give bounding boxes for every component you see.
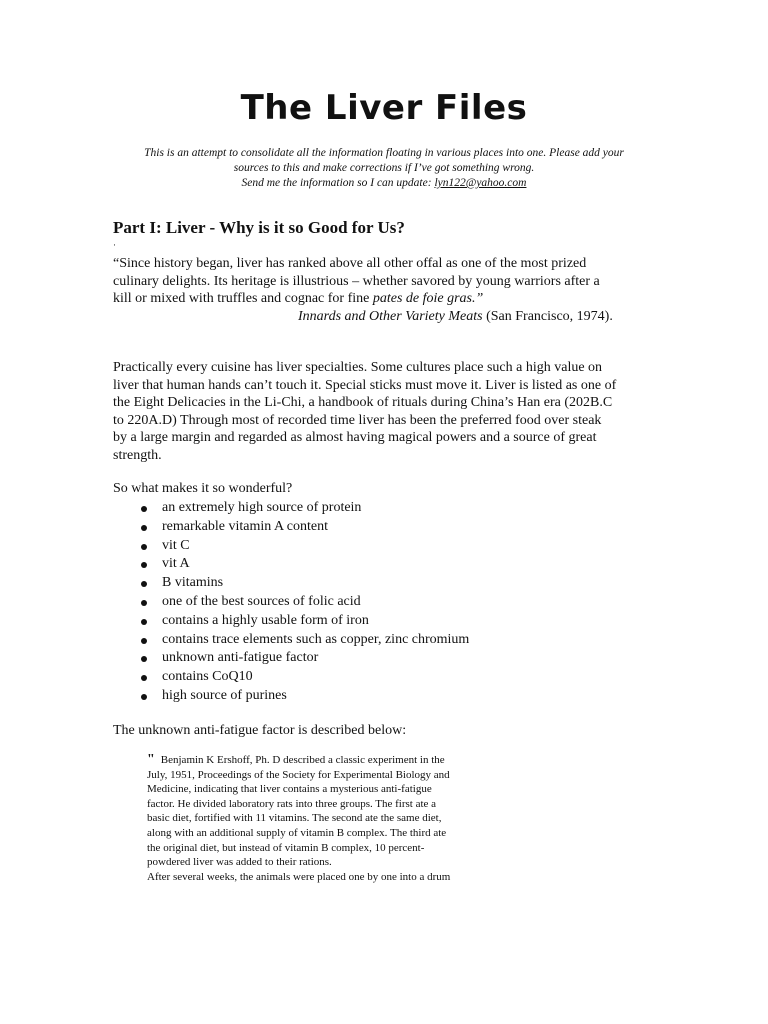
quote-line-3 bbox=[113, 290, 653, 308]
list-item bbox=[113, 593, 469, 612]
paragraph-line: the Eight Delicacies in the Li-Chi, a handbook of rituals during China’s Han era (202B.C bbox=[113, 395, 613, 410]
citation-title: Innards and Other Variety Meats bbox=[298, 309, 483, 324]
excerpt-line: powdered liver was added to their rations. bbox=[147, 856, 332, 869]
quote-line-3-italic: pates de foie gras. bbox=[372, 291, 476, 306]
bullet-icon bbox=[141, 600, 147, 606]
excerpt-line: factor. He divided laboratory rats into three groups. The first ate a bbox=[147, 797, 437, 810]
cuisine-paragraph bbox=[113, 359, 658, 464]
factor-intro: The unknown anti-fatigue factor is described below: bbox=[113, 723, 407, 738]
list-item-text: one of the best sources of folic acid bbox=[162, 593, 361, 609]
excerpt-line bbox=[147, 753, 507, 768]
quote-line-3-suffix: ” bbox=[475, 291, 484, 306]
list-item bbox=[113, 518, 469, 537]
list-item bbox=[113, 649, 469, 668]
excerpt-line: After several weeks, the animals were placed one by one into a drum bbox=[147, 870, 451, 883]
list-item bbox=[113, 687, 469, 706]
section-heading: Part I: Liver - Why is it so Good for Us? bbox=[113, 218, 405, 237]
quote-line-1: “Since history began, liver has ranked above all other offal as one of the most prized bbox=[113, 256, 587, 271]
excerpt-line: Medicine, indicating that liver contains a mysterious anti-fatigue bbox=[147, 783, 432, 796]
excerpt-line: July, 1951, Proceedings of the Society for Experimental Biology and bbox=[147, 768, 450, 781]
intro-line-1: This is an attempt to consolidate all the information floating in various places into one. Please add your bbox=[144, 147, 624, 159]
paragraph-line: Practically every cuisine has liver specialties. Some cultures place such a high value on bbox=[113, 360, 603, 375]
quote-mark: " bbox=[147, 752, 155, 767]
bullet-icon bbox=[141, 619, 147, 625]
paragraph-line: by a large margin and regarded as almost having magical powers and a source of great bbox=[113, 430, 597, 445]
bullet-icon bbox=[141, 694, 147, 700]
paragraph-line: liver that human hands can’t touch it. Special sticks must move it. Liver is listed as one of bbox=[113, 377, 617, 393]
excerpt-line-text: Benjamin K Ershoff, Ph. D described a classic experiment in the bbox=[160, 754, 445, 766]
list-item bbox=[113, 537, 469, 556]
list-item-text: an extremely high source of protein bbox=[162, 500, 362, 515]
intro-line-3 bbox=[100, 176, 668, 191]
list-item-text: contains CoQ10 bbox=[162, 669, 253, 685]
list-item-text: B vitamins bbox=[162, 575, 224, 591]
list-item bbox=[113, 555, 469, 574]
bullet-icon bbox=[141, 675, 147, 681]
list-item-text: remarkable vitamin A content bbox=[162, 518, 329, 534]
citation-rest: (San Francisco, 1974). bbox=[482, 309, 613, 324]
list-item-text: contains a highly usable form of iron bbox=[162, 612, 369, 628]
paragraph-line: to 220A.D) Through most of recorded time liver has been the preferred food over steak bbox=[113, 412, 602, 428]
quote-line-2: culinary delights. Its heritage is illustrious – whether savored by young warriors after a bbox=[113, 273, 600, 289]
bullet-icon bbox=[141, 638, 147, 644]
quote-line-3-prefix: kill or mixed with truffles and cognac for fine bbox=[113, 291, 373, 306]
bullet-icon bbox=[141, 506, 147, 512]
email-link[interactable]: lyn122@yahoo.com bbox=[434, 177, 527, 189]
list-item bbox=[113, 499, 469, 518]
excerpt-block bbox=[147, 753, 507, 884]
bullet-icon bbox=[141, 562, 147, 568]
list-item-text: contains trace elements such as copper, zinc chromium bbox=[162, 631, 470, 647]
list-item bbox=[113, 612, 469, 631]
bullet-icon bbox=[141, 656, 147, 662]
paragraph-line: strength. bbox=[113, 447, 162, 463]
list-item-text: vit C bbox=[162, 537, 190, 553]
bullet-icon bbox=[141, 525, 147, 531]
list-item-text: unknown anti-fatigue factor bbox=[162, 650, 319, 666]
benefits-list bbox=[113, 499, 469, 706]
intro-note bbox=[100, 146, 668, 191]
intro-line-3-prefix: Send me the information so I can update: bbox=[241, 177, 435, 189]
list-item bbox=[113, 668, 469, 687]
list-item bbox=[113, 574, 469, 593]
quote-citation bbox=[298, 308, 613, 326]
opening-quote bbox=[113, 255, 653, 308]
intro-line-2: sources to this and make corrections if I’ve got something wrong. bbox=[233, 162, 535, 174]
wonderful-question: So what makes it so wonderful? bbox=[113, 481, 293, 496]
excerpt-line: along with an additional supply of vitamin B complex. The third ate bbox=[147, 826, 447, 839]
stray-dot: · bbox=[113, 240, 116, 250]
excerpt-line: the original diet, but instead of vitamin B complex, 10 percent- bbox=[147, 841, 425, 854]
excerpt-line: basic diet, fortified with 11 vitamins. The second ate the same diet, bbox=[147, 812, 442, 825]
document-title: The Liver Files bbox=[240, 88, 528, 128]
list-item bbox=[113, 631, 469, 650]
bullet-icon bbox=[141, 581, 147, 587]
bullet-icon bbox=[141, 544, 147, 550]
list-item-text: high source of purines bbox=[162, 687, 287, 703]
list-item-text: vit A bbox=[162, 556, 190, 572]
